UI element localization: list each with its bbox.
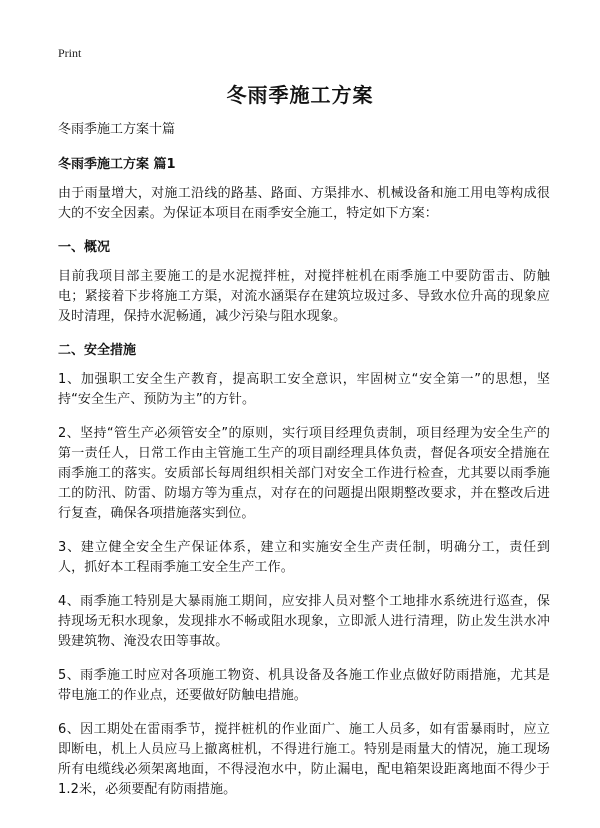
safety-item-5: 5、雨季施工时应对各项施工物资、机具设备及各施工作业点做好防雨措施，尤其是带电施工的作业点，还要做好防触电措施。: [58, 668, 550, 703]
section-safety-title: 二、安全措施: [58, 343, 137, 358]
document-subtitle: 冬雨季施工方案十篇: [58, 122, 176, 137]
document-body: [58, 120, 550, 814]
print-label: Print: [58, 46, 82, 60]
document-title: 冬雨季施工方案: [226, 83, 374, 107]
section-overview-text: 目前我项目部主要施工的是水泥搅拌桩，对搅拌桩机在雨季施工中要防雷击、防触电；紧接着下步将施工方渠，对流水涵渠存在建筑垃圾过多、导致水位升高的现象应及时清理，保持水泥畅通，减少污染与阻水现象。: [58, 269, 550, 324]
section-overview-title: 一、概况: [58, 240, 111, 255]
safety-item-4: 4、雨季施工特别是大暴雨施工期间，应安排人员对整个工地排水系统进行巡查，保持现场无积水现象，发现排水不畅或阻水现象，立即派人进行清理，防止发生洪水冲毁建筑物、淹没农田等事故。: [58, 594, 550, 649]
safety-item-3: 3、建立健全安全生产保证体系，建立和实施安全生产责任制，明确分工，责任到人，抓好本工程雨季施工安全生产工作。: [58, 540, 550, 575]
safety-item-1: 1、加强职工安全生产教育，提高职工安全意识，牢固树立“安全第一”的思想，坚持“安全生产、预防为主”的方针。: [58, 372, 550, 407]
part-title: 冬雨季施工方案 篇1: [58, 157, 176, 172]
safety-item-2: 2、坚持“管生产必须管安全”的原则，实行项目经理负责制，项目经理为安全生产的第一责任人，日常工作由主管施工生产的项目副经理具体负责，督促各项安全措施在雨季施工的落实。安质部长每周组织相关部门对安全工作进行检查，尤其要以雨季施工的防汛、防雷、防塌方等为重点，对存在的问题提出限期整改要求，并在整改后进行复查，确保各项措施落实到位。: [58, 426, 550, 521]
safety-item-6: 6、因工期处在雷雨季节，搅拌桩机的作业面广、施工人员多，如有雷暴雨时，应立即断电，机上人员应马上撤离桩机，不得进行施工。特别是雨量大的情况，施工现场所有电缆线必须架离地面，不得浸泡水中，防止漏电，配电箱架设距离地面不得少于1.2米，必须要配有防雨措施。: [58, 722, 550, 797]
intro-paragraph: 由于雨量增大，对施工沿线的路基、路面、方渠排水、机械设备和施工用电等构成很大的不安全因素。为保证本项目在雨季安全施工，特定如下方案：: [58, 186, 550, 221]
